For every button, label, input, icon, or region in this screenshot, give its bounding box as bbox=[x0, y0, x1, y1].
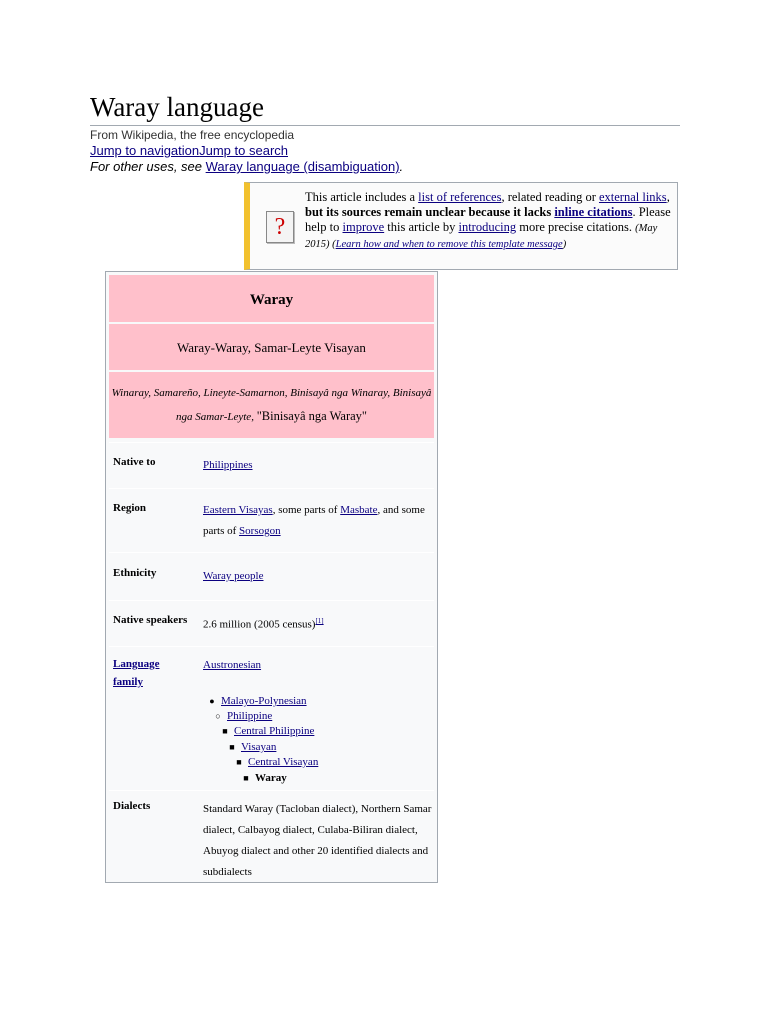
notice-warning-text: but its sources remain unclear because it lacks bbox=[305, 205, 555, 219]
infobox-alt-names: Waray-Waray, Samar-Leyte Visayan bbox=[109, 324, 434, 370]
region-text: , some parts of bbox=[272, 504, 341, 516]
also-known-as-italic: Winaray, Samareño, Lineyte-Samarnon, Binisayâ nga Winaray, Binisayâ nga Samar-Leyte bbox=[111, 387, 432, 423]
external-links-link[interactable]: external links bbox=[598, 190, 667, 204]
list-of-references-link[interactable]: list of references bbox=[418, 190, 502, 204]
notice-text-part: This article includes a bbox=[305, 190, 419, 204]
infobox-row-dialects bbox=[109, 790, 434, 881]
also-known-as-quoted: "Binisayâ nga Waray" bbox=[256, 409, 368, 423]
hatnote-suffix: . bbox=[399, 159, 404, 174]
malayo-polynesian-link[interactable]: Malayo-Polynesian bbox=[221, 695, 307, 707]
philippine-link[interactable]: Philippine bbox=[227, 710, 273, 722]
jump-to-navigation-link[interactable]: Jump to navigation bbox=[90, 143, 200, 158]
notice-text-part: this article by bbox=[384, 220, 459, 234]
infobox-row-region bbox=[109, 488, 434, 551]
inline-citations-link[interactable]: inline citations bbox=[554, 205, 633, 219]
row-value bbox=[203, 611, 435, 636]
row-label: Native to bbox=[113, 456, 156, 468]
philippines-link[interactable]: Philippines bbox=[203, 459, 253, 471]
page-title: Waray language bbox=[90, 92, 264, 122]
notice-text-part: , related reading or bbox=[501, 190, 599, 204]
infobox-row-ethnicity bbox=[109, 552, 434, 599]
notice-paren: ( bbox=[329, 239, 336, 250]
row-label: Dialects bbox=[113, 800, 151, 812]
hatnote bbox=[90, 159, 403, 174]
language-family-link[interactable]: Language family bbox=[113, 658, 160, 688]
eastern-visayas-link[interactable]: Eastern Visayas bbox=[203, 504, 273, 516]
citation-1-link[interactable]: [1] bbox=[315, 617, 324, 625]
waray-node: Waray bbox=[255, 772, 287, 784]
tree-node: ■ Waray bbox=[243, 772, 287, 784]
tree-node: ■ Central Visayan bbox=[236, 756, 319, 768]
infobox-row-native-to bbox=[109, 442, 434, 487]
tree-node: ■ Visayan bbox=[229, 741, 277, 753]
speakers-value: 2.6 million (2005 census) bbox=[203, 618, 316, 631]
also-known-as-sep: , bbox=[251, 411, 257, 423]
row-label: Ethnicity bbox=[113, 567, 157, 579]
central-visayan-link[interactable]: Central Visayan bbox=[248, 756, 319, 768]
refimprove-notice bbox=[244, 182, 678, 270]
row-value bbox=[203, 455, 435, 476]
row-value: Standard Waray (Tacloban dialect), Northern Samar dialect, Calbayog dialect, Culaba-Biliran dialect, Abuyog dialect and other 20 identified dialects and subdialects bbox=[203, 803, 432, 878]
central-philippine-link[interactable]: Central Philippine bbox=[234, 725, 315, 737]
title-divider bbox=[90, 125, 680, 126]
notice-date: (May 2015) bbox=[305, 223, 658, 250]
infobox-row-native-speakers bbox=[109, 600, 434, 645]
tree-node: ● Malayo-Polynesian bbox=[209, 695, 307, 707]
masbate-link[interactable]: Masbate bbox=[340, 504, 378, 516]
hatnote-prefix: For other uses, see bbox=[90, 159, 206, 174]
learn-remove-template-link[interactable]: Learn how and when to remove this template message bbox=[335, 239, 563, 250]
row-value bbox=[203, 500, 435, 542]
question-mark-icon: ? bbox=[266, 211, 294, 243]
notice-text-part: more precise citations. bbox=[516, 220, 636, 234]
introducing-link[interactable]: introducing bbox=[458, 220, 517, 234]
tree-node: ■ Central Philippine bbox=[222, 725, 315, 737]
notice-text-part: , bbox=[666, 190, 670, 204]
site-tagline: From Wikipedia, the free encyclopedia bbox=[90, 128, 295, 142]
row-label: Native speakers bbox=[113, 614, 188, 626]
notice-text-part: . Please help to bbox=[305, 205, 671, 234]
austronesian-link[interactable]: Austronesian bbox=[203, 659, 262, 671]
improve-link[interactable]: improve bbox=[342, 220, 385, 234]
infobox-row-language-family bbox=[109, 646, 434, 789]
language-infobox bbox=[105, 271, 438, 883]
visayan-link[interactable]: Visayan bbox=[241, 741, 277, 753]
region-text: , and some parts of bbox=[203, 504, 425, 537]
jump-links bbox=[90, 143, 288, 158]
row-value bbox=[203, 655, 435, 676]
infobox-title: Waray bbox=[109, 275, 434, 322]
row-value bbox=[203, 566, 435, 587]
waray-people-link[interactable]: Waray people bbox=[203, 570, 264, 582]
disambiguation-link[interactable]: Waray language (disambiguation) bbox=[205, 159, 400, 174]
tree-node: ○ Philippine bbox=[215, 710, 273, 722]
jump-to-search-link[interactable]: Jump to search bbox=[199, 143, 288, 158]
sorsogon-link[interactable]: Sorsogon bbox=[239, 525, 281, 537]
notice-text bbox=[305, 190, 675, 252]
infobox-also-known-as bbox=[109, 372, 434, 438]
notice-paren: ) bbox=[562, 239, 567, 250]
row-label: Region bbox=[113, 502, 146, 514]
